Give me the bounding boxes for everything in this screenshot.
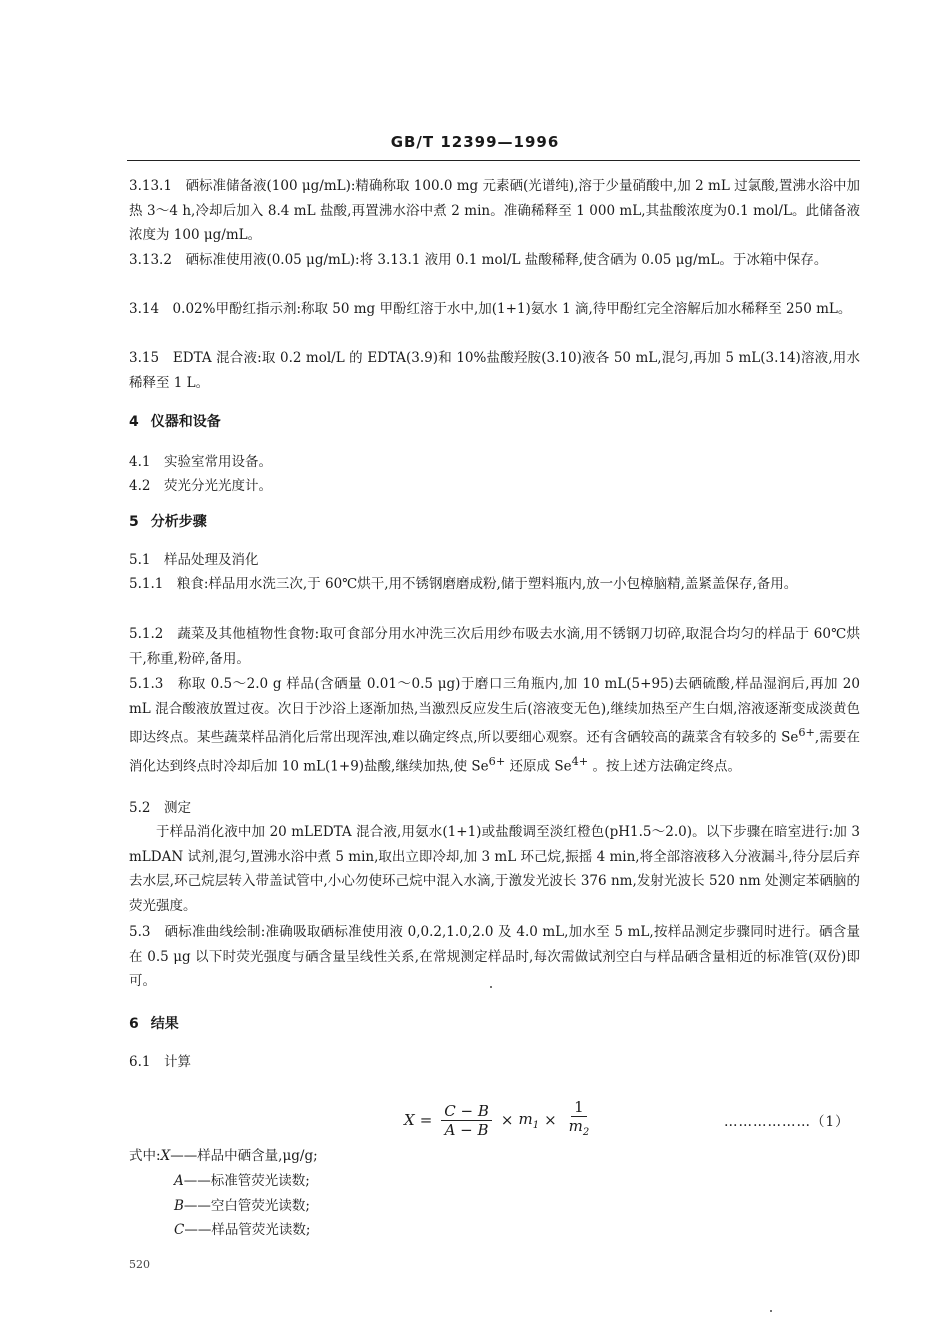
var-a: A (174, 1173, 184, 1189)
para-5-1-1: 5.1.1 粮食:样品用水洗三次,于 60℃烘干,用不锈钢磨磨成粉,储于塑料瓶内,放一小包樟脑精,盖紧盖保存,备用。 (129, 576, 798, 592)
scan-speck (490, 986, 492, 988)
formula-times: × (544, 1111, 557, 1129)
where-line-c (174, 1219, 310, 1241)
formula-lhs: X (404, 1111, 415, 1129)
para-3-15: 3.15 EDTA 混合液:取 0.2 mol/L 的 EDTA(3.9)和 10%盐酸羟胺(3.10)液各 50 mL,混匀,再加 5 mL(3.14)溶液,用水稀释至 1 L。 (129, 350, 860, 391)
formula-denominator: A − B (444, 1120, 489, 1139)
heading-text: 分析步骤 (150, 514, 207, 530)
formula-numerator: C − B (441, 1102, 492, 1121)
heading-text: 仪器和设备 (150, 414, 221, 430)
heading-section-4 (129, 412, 221, 432)
where-intro: 式中: (129, 1148, 161, 1164)
heading-number: 6 (129, 1016, 139, 1032)
where-line-b (174, 1195, 310, 1217)
para-3-14: 3.14 0.02%甲酚红指示剂:称取 50 mg 甲酚红溶于水中,加(1+1)氨水 1 滴,待甲酚红完全溶解后加水稀释至 250 mL。 (129, 301, 852, 317)
para-5-1-3-part3: 还原成 Se (505, 758, 572, 775)
var-x-desc: ——样品中硒含量,μg/g; (170, 1148, 318, 1164)
heading-number: 5 (129, 514, 139, 530)
formula-m2: $m_2$ (568, 1117, 590, 1138)
formula-m1: $m_1$ (518, 1109, 540, 1131)
var-a-desc: ——标准管荧光读数; (183, 1173, 310, 1189)
header-rule (127, 160, 860, 161)
formula-times: × (500, 1111, 514, 1129)
para-5-1-3-part2: ,需要在消化达到终点时冷却后加 10 mL(1+9)盐酸,继续加热,使 Se (129, 729, 860, 775)
page-header-title: GB/T 12399—1996 (390, 133, 560, 151)
formula-1 (404, 1100, 596, 1140)
var-c: C (174, 1222, 185, 1238)
para-5-1-3 (129, 672, 860, 779)
var-b-desc: ——空白管荧光读数; (183, 1198, 310, 1214)
para-3-13-1: 3.13.1 硒标准储备液(100 μg/mL):精确称取 100.0 mg 元素硒(光谱纯),溶于少量硝酸中,加 2 mL 过氯酸,置沸水浴中加热 3～4 h,冷却后加入 8.4 mL 盐酸,再置沸水浴中煮 2 min。准确稀释至 1 000 mL,其盐酸浓度为0.1 mol/L。此储备液浓度为 100 μg/mL。 (129, 178, 860, 244)
formula-fraction (441, 1102, 492, 1139)
page-number: 520 (129, 1258, 150, 1271)
para-5-1: 5.1 样品处理及消化 (129, 552, 259, 568)
para-5-1-3-part1: 5.1.3 称取 0.5～2.0 g 样品(含硒量 0.01～0.5 μg)于磨口三角瓶内,加 10 mL(5+95)去硒硫酸,样品湿润后,再加 20 mL 混合酸液放置过夜。次日于沙浴上逐渐加热,当激烈反应发生后(溶液变无色),继续加热至产生白烟,溶液逐渐变成淡黄色即达终点。某些蔬菜样品消化后常出现浑浊,难以确定终点,所以要细心观察。还有含硒较高的蔬菜含有较多的 Se (129, 676, 860, 746)
superscript: 6+ (798, 726, 815, 740)
where-line-a (174, 1170, 310, 1192)
para-5-1-3-part4: 。按上述方法确定终点。 (588, 758, 741, 775)
para-6-1: 6.1 计算 (129, 1054, 191, 1070)
heading-text: 结果 (150, 1016, 179, 1032)
heading-number: 4 (129, 414, 139, 430)
para-4-1: 4.1 实验室常用设备。 (129, 454, 272, 470)
para-5-1-2: 5.1.2 蔬菜及其他植物性食物:取可食部分用水冲洗三次后用纱布吸去水滴,用不锈钢刀切碎,取混合均匀的样品于 60℃烘干,称重,粉碎,备用。 (129, 626, 860, 667)
para-3-13-2: 3.13.2 硒标准使用液(0.05 μg/mL):将 3.13.1 液用 0.1 mol/L 盐酸稀释,使含硒为 0.05 μg/mL。于冰箱中保存。 (129, 252, 828, 268)
para-5-3: 5.3 硒标准曲线绘制:准确吸取硒标准使用液 0,0.2,1.0,2.0 及 4.0 mL,加水至 5 mL,按样品测定步骤同时进行。硒含量在 0.5 μg 以下时荧光强度与硒含量呈线性关系,在常规测定样品时,每次需做试剂空白与样品硒含量相近的标准管(双份)即可。 (129, 924, 860, 990)
heading-section-5 (129, 512, 207, 532)
formula-reciprocal (566, 1098, 593, 1142)
var-b: B (174, 1198, 184, 1214)
para-5-2-body: 于样品消化液中加 20 mLEDTA 混合液,用氨水(1+1)或盐酸调至淡红橙色(pH1.5～2.0)。以下步骤在暗室进行:加 3 mLDAN 试剂,混匀,置沸水浴中煮 5 min,取出立即冷却,加 3 mL 环己烷,振摇 4 min,将全部溶液移入分液漏斗,待分层后弃去水层,环己烷层转入带盖试管中,小心勿使环己烷中混入水滴,于激发光波长 376 nm,发射光波长 520 nm 处测定苯硒脑的荧光强度。 (129, 824, 860, 914)
para-5-2: 5.2 测定 (129, 800, 191, 816)
superscript: 4+ (571, 755, 589, 769)
heading-section-6 (129, 1014, 179, 1034)
var-x: X (160, 1148, 171, 1164)
where-line-x (129, 1145, 318, 1167)
para-4-2: 4.2 荧光分光光度计。 (129, 478, 272, 494)
scan-speck (770, 1310, 772, 1312)
formula-equals: = (419, 1111, 433, 1129)
var-c-desc: ——样品管荧光读数; (184, 1222, 311, 1238)
superscript: 6+ (488, 755, 506, 769)
formula-one: 1 (571, 1098, 587, 1117)
equation-number: ………………（1） (724, 1114, 850, 1130)
